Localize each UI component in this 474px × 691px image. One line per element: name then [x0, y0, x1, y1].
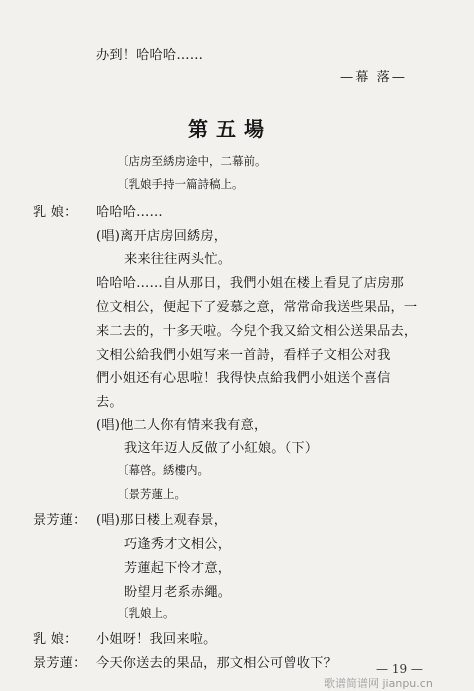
dialogue-line: 哈哈哈…… — [96, 205, 163, 220]
scene-title: 第五場 — [188, 117, 272, 141]
prose-line: 文相公給我們小姐写来一首詩，看样子文相公对我 — [96, 348, 391, 363]
speaker-nurse: 乳 娘： — [33, 632, 78, 647]
sung-line: 盼望月老系赤繩。 — [124, 585, 232, 600]
stage-direction: 〔乳娘上。 — [117, 606, 175, 620]
sung-line: (唱)那日楼上观春景， — [96, 513, 228, 528]
dialogue-line: 今天你送去的果品，那文相公可曾收下？ — [96, 656, 337, 671]
speaker-jing-fanglian: 景芳蓮： — [33, 513, 87, 528]
sung-line: 我这年迈人反做了小紅娘。（下） — [124, 441, 319, 456]
stage-direction: 〔景芳蓮上。 — [117, 487, 186, 501]
dialogue-line-top: 办到！哈哈哈…… — [96, 48, 204, 63]
speaker-jing-fanglian: 景芳蓮： — [33, 656, 87, 671]
curtain-falls-note: —幕 落— — [340, 70, 407, 85]
prose-line: 去。 — [96, 395, 123, 410]
sung-line: (唱)他二人你有情来我有意， — [96, 418, 268, 433]
prose-line: 来二去的，十多天啦。今兒个我又給文相公送果品去， — [96, 324, 418, 339]
stage-direction: 〔店房至綉房途中，二幕前。 — [117, 154, 267, 168]
stage-direction: 〔幕啓。綉樓内。 — [117, 463, 209, 477]
sung-line: (唱)离开店房回綉房， — [96, 229, 228, 244]
sung-line: 巧逢秀才文相公， — [124, 537, 232, 552]
prose-line: 們小姐还有心思啦！我得快点給我們小姐送个喜信 — [96, 371, 391, 386]
stage-direction: 〔乳娘手持一篇詩稿上。 — [117, 177, 244, 191]
sung-line: 来来往往两头忙。 — [124, 252, 232, 267]
sung-line: 芳蓮起下怜才意， — [124, 561, 232, 576]
prose-line: 哈哈哈……自从那日，我們小姐在楼上看見了店房那 — [96, 276, 404, 291]
watermark: 歌谱简谱网 jianpu.cn — [324, 677, 433, 690]
prose-line: 位文相公，便起下了爱慕之意，常常命我送些果品，一 — [96, 300, 418, 315]
page-number: — 19 — — [376, 662, 423, 676]
dialogue-line: 小姐呀！我回来啦。 — [96, 632, 217, 647]
speaker-nurse: 乳 娘： — [33, 205, 78, 220]
